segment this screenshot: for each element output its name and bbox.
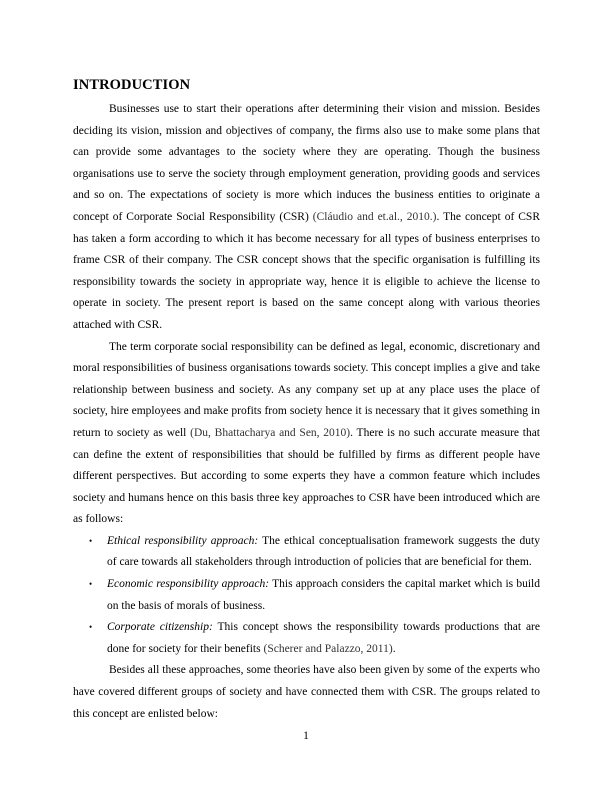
paragraph-theories: Besides all these approaches, some theories have also been given by some of the experts who have covered different groups of society and have connected them with CSR. The groups related to this concept are enlisted below: xyxy=(73,664,540,720)
bullet-icon: • xyxy=(89,535,93,546)
approach-description: This concept shows the responsibility towards productions that are done for society for their benefits xyxy=(107,621,540,655)
bullet-icon: • xyxy=(89,622,93,633)
section-heading: INTRODUCTION xyxy=(73,77,191,93)
paragraph-text: Businesses use to start their operations after determining their vision and mission. Besides deciding its vision, mission and objectives of company, the firms also use to make some plans that can provide some advantages to the society where they are operating. Though the business organisations use to serve the society through employment generation, providing goods and services and so on. The expectations of society is more which induces the business entities to originate a concept of Corporate Social Responsibility (CSR) xyxy=(73,103,540,223)
bullet-icon: • xyxy=(89,579,93,590)
approaches-list xyxy=(73,531,540,661)
approach-description: . xyxy=(392,642,396,655)
paragraph-text: . The concept of CSR has taken a form according to which it has become necessary for all types of business enterprises to frame CSR of their company. The CSR concept shows that the specific organisation is fulfilling its responsibility towards the society in appropriate way, hence it is eligible to achieve the license to operate in society. The present report is based on the same concept along with various theories attached with CSR. xyxy=(73,210,540,331)
list-item xyxy=(73,574,540,617)
paragraph-intro xyxy=(73,99,540,337)
list-item xyxy=(73,617,540,660)
approach-description: The ethical conceptualisation framework suggests the duty of care towards all stakeholders through introduction of policies that are beneficial for them. xyxy=(107,534,540,569)
approach-description: This approach considers the capital market which is build on the basis of morals of business. xyxy=(107,578,540,612)
approach-term: Ethical responsibility approach: xyxy=(107,534,259,547)
paragraph-csr-definition xyxy=(73,337,540,531)
body-text xyxy=(73,99,540,725)
approach-term: Corporate citizenship: xyxy=(107,621,213,634)
approach-term: Economic responsibility approach: xyxy=(107,578,270,591)
citation: (Cláudio and et.al., 2010.) xyxy=(312,210,437,223)
citation: (Scherer and Palazzo, 2011) xyxy=(263,642,393,655)
paragraph-text: The term corporate social responsibility can be defined as legal, economic, discretionary and moral responsibilities of business organisations towards society. This concept implies a give and take relationship between business and society. As any company set up at any place uses the place of society, hire employees and make profits from society hence it is necessary that it gives something in return to society as well xyxy=(73,340,540,439)
paragraph-text: . There is no such accurate measure that can define the extent of responsibilities that should be fulfilled by firms as different people have different perspectives. But according to some experts they have a common feature which includes society and humans hence on this basis three key approaches to CSR have been introduced which are as follows: xyxy=(73,426,541,526)
page-number: 1 xyxy=(303,730,309,742)
list-item xyxy=(73,531,540,574)
citation: (Du, Bhattacharya and Sen, 2010) xyxy=(190,426,351,439)
